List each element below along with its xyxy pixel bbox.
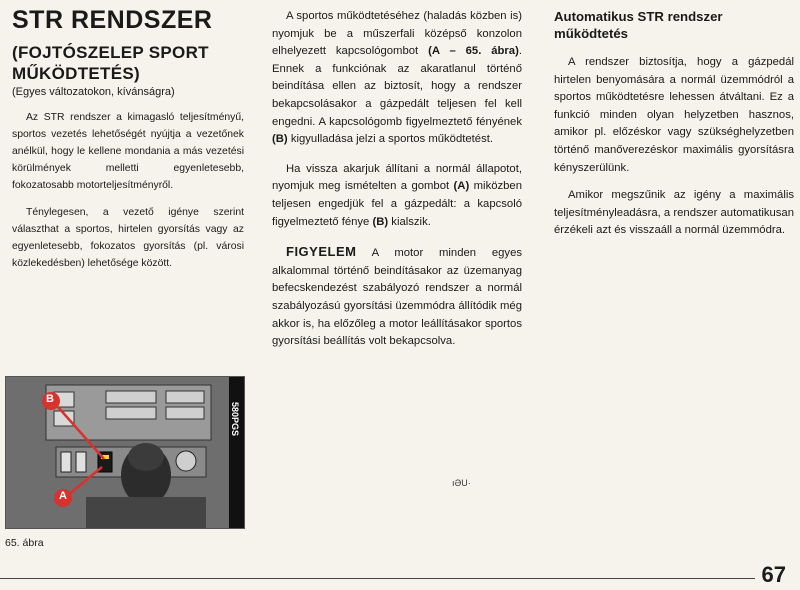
section-subtitle [12, 42, 244, 84]
warning-paragraph: FIGYELEM A motor minden egyes alkalommal történő beindításakor az üzemanyag befecskendezést szabályozó rendszer a normál szabályozású gyorsítási üzemmódra állítódik még akkor is, ha előzőleg a motor leállításakor sportos gyorsítási beállítás volt bekapcsolva. [272, 244, 522, 348]
figure-65-photo [5, 376, 245, 529]
figure-caption: 65. ábra [5, 537, 44, 549]
callout-b: B [46, 393, 54, 405]
automatic-paragraph-2: Amikor megszűnik az igény a maximális teljesítményleadásra, a rendszer automatikusan érzékeli azt és visszaáll a normál üzemmódra. [554, 189, 794, 237]
bottom-rule [0, 578, 755, 579]
intro-paragraph-1: Az STR rendszer a kimagasló teljesítményű, sportos vezetés lehetőségét nyújtja a vezetőnek anélkül, hogy le kellene mondania a más vezetési körülmények melletti egyenletesebb, fokozatosabb motorteljesítményről. [12, 112, 244, 191]
activation-paragraph: A sportos működtetéséhez (haladás közben is) nyomjuk be a műszerfali középső konzolon elhelyezett kapcsológombot (A – 65. ábra). Ennek a funkciónak az akaratlanul történő beindítása ellen az biztosít, hogy a rendszer bekapcsolásakor a gázpedált teljesen fel kell engedni. A kapcsológomb figyelmeztető fényének (B) kigyulladása jelzi a sportos működtetést. [272, 10, 522, 146]
automatic-paragraph-1: A rendszer biztosítja, hogy a gázpedál hirtelen benyomására a normál üzemmódról a sportos működtetésre lehessen átváltani. Ez a funkció minden olyan helyzetben hasznos, amikor pl. előzéskor vagy szükséghelyzetben történő manőverezéskor maximális gyorsításra kényszerülünk. [554, 56, 794, 174]
right-column [554, 0, 794, 240]
variant-note: (Egyes változatokon, kívánságra) [12, 86, 175, 98]
page-number: 67 [761, 562, 786, 587]
intro-paragraph-2: Ténylegesen, a vezető igénye szerint választhat a sportos, hirtelen gyorsítás vagy az egyenletesebb, fokozatos gyorsítás (pl. városi közlekedésben) lehetősége között. [12, 207, 244, 269]
warning-label: FIGYELEM [286, 244, 357, 260]
left-column [12, 0, 244, 272]
callout-a: A [59, 490, 67, 502]
figure-reference: (A – 65. ábra) [428, 45, 519, 58]
middle-column [272, 0, 522, 351]
figure-code-label: 580PGS [230, 402, 240, 437]
heading-line-2: működtetés [554, 26, 629, 41]
section-title: STR RENDSZER [12, 6, 213, 34]
console-illustration [6, 377, 244, 528]
heading-line-1: Automatikus STR rendszer [554, 9, 723, 24]
deactivation-paragraph: Ha vissza akarjuk állítani a normál állapotot, nyomjuk meg ismételten a gombot (A) miközben teljesen engedjük fel a gázpedált: a kapcsoló figyelmeztető fénye (B) kialszik. [272, 162, 522, 228]
subtitle-line-2: MŰKÖDTETÉS) [12, 64, 140, 83]
automatic-heading [554, 8, 794, 42]
stray-mark: ıƏU· [452, 478, 471, 488]
subtitle-line-1: (FOJTÓSZELEP SPORT [12, 43, 209, 62]
